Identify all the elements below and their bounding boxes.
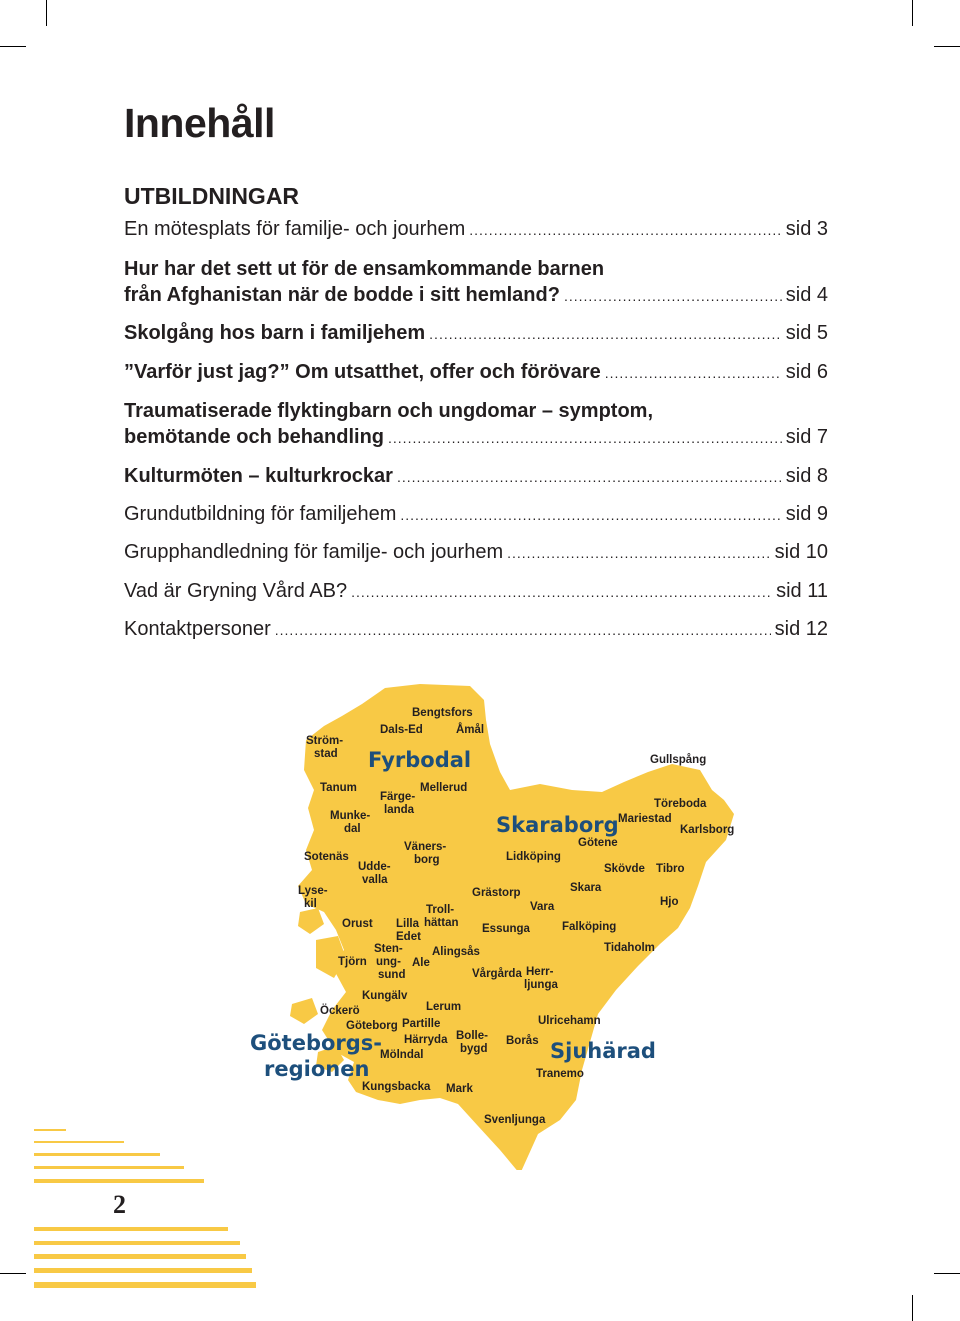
toc-entry-title: bemötande och behandling xyxy=(124,426,385,448)
place-label: Göteborg xyxy=(346,1020,398,1032)
place-label: Sotenäs xyxy=(304,851,349,863)
region-label-goteborgsregionen: Göteborgs- xyxy=(250,1031,383,1055)
toc-entry[interactable] xyxy=(124,322,828,350)
toc-entry-title: från Afghanistan när de bodde i sitt hemland? xyxy=(124,284,560,306)
place-label: kil xyxy=(304,898,317,910)
region-label-skaraborg: Skaraborg xyxy=(496,813,619,837)
place-label: Mariestad xyxy=(618,813,672,825)
toc-entry-page: sid 12 xyxy=(774,618,828,640)
toc-entry[interactable] xyxy=(124,465,828,493)
place-label: Gullspång xyxy=(650,754,707,766)
place-label: Sten- xyxy=(374,943,403,955)
place-label: Tranemo xyxy=(536,1068,584,1080)
place-label: Åmål xyxy=(456,724,485,736)
place-label: dal xyxy=(344,823,361,835)
place-label: sund xyxy=(378,969,406,981)
toc-leader xyxy=(400,507,781,523)
place-label: Essunga xyxy=(482,923,530,935)
place-label: Mellerud xyxy=(420,782,468,794)
crop-mark xyxy=(934,46,960,47)
toc-leader xyxy=(429,326,782,342)
toc-entry-title: Kontaktpersoner xyxy=(124,618,271,640)
place-label: Alingsås xyxy=(432,946,480,958)
place-label: Töreboda xyxy=(654,798,707,810)
place-label: Mark xyxy=(446,1083,473,1095)
place-label: Ale xyxy=(412,957,430,969)
place-label: Götene xyxy=(578,837,618,849)
section-heading: UTBILDNINGAR xyxy=(124,183,300,209)
toc-entry-page: sid 8 xyxy=(785,465,828,487)
place-label: valla xyxy=(362,874,388,886)
decor-stripe xyxy=(34,1268,252,1273)
toc-entry-page: sid 7 xyxy=(785,426,828,448)
decor-stripe xyxy=(34,1254,246,1259)
decor-stripe xyxy=(34,1227,228,1231)
place-label: Orust xyxy=(342,918,373,930)
region-map xyxy=(240,680,740,1170)
place-label: Skövde xyxy=(604,863,645,875)
toc-entry[interactable] xyxy=(124,503,828,531)
place-label: Borås xyxy=(506,1035,539,1047)
place-label: Tibro xyxy=(656,863,685,875)
crop-mark xyxy=(0,1273,26,1274)
toc-leader xyxy=(564,288,782,304)
place-label: Färge- xyxy=(380,791,416,803)
page-number: 2 xyxy=(113,1190,126,1219)
decor-stripe xyxy=(34,1166,184,1169)
toc-entry[interactable] xyxy=(124,580,828,608)
place-label: Tanum xyxy=(320,782,357,794)
place-label: ljunga xyxy=(524,979,558,991)
place-label: ung- xyxy=(376,956,401,968)
place-label: stad xyxy=(314,748,338,760)
place-label: Vårgårda xyxy=(472,968,522,980)
toc-entry-title: Skolgång hos barn i familjehem xyxy=(124,322,426,344)
toc-entry-title: ”Varför just jag?” Om utsatthet, offer och förövare xyxy=(124,361,601,383)
place-label: borg xyxy=(414,854,440,866)
crop-mark xyxy=(934,1273,960,1274)
place-label: Lyse- xyxy=(298,885,328,897)
toc-leader xyxy=(507,545,771,561)
place-label: Tidaholm xyxy=(604,942,655,954)
toc-entry-title: Grupphandledning för familje- och jourhem xyxy=(124,541,504,563)
toc-entry-title: En mötesplats för familje- och jourhem xyxy=(124,218,466,240)
crop-mark xyxy=(912,0,913,26)
toc-entry-title: Grundutbildning för familjehem xyxy=(124,503,397,525)
toc-entry-page: sid 5 xyxy=(785,322,828,344)
toc-entry[interactable] xyxy=(124,541,828,569)
place-label: Karlsborg xyxy=(680,824,735,836)
crop-mark xyxy=(912,1295,913,1321)
toc-entry[interactable] xyxy=(124,618,828,646)
decor-stripe xyxy=(34,1179,204,1183)
place-label: Dals-Ed xyxy=(380,724,423,736)
region-label-goteborgsregionen: regionen xyxy=(264,1057,370,1081)
place-label: Udde- xyxy=(358,861,391,873)
region-label-sjuharad: Sjuhärad xyxy=(550,1039,656,1063)
decor-stripe xyxy=(34,1241,240,1245)
toc-leader xyxy=(388,430,782,446)
place-label: Partille xyxy=(402,1018,441,1030)
region-label-fyrbodal: Fyrbodal xyxy=(368,748,472,772)
toc-entry-title: Kulturmöten – kulturkrockar xyxy=(124,465,393,487)
page-title: Innehåll xyxy=(124,100,275,146)
place-label: Falköping xyxy=(562,921,617,933)
toc-entry-page: sid 3 xyxy=(785,218,828,240)
toc-entry-page: sid 11 xyxy=(776,580,828,602)
place-label: Bolle- xyxy=(456,1030,488,1042)
place-label: Kungälv xyxy=(362,990,408,1002)
toc-leader xyxy=(397,469,782,485)
toc-leader xyxy=(605,365,782,381)
decor-stripe xyxy=(34,1129,66,1131)
place-label: bygd xyxy=(460,1043,488,1055)
place-label: Lilla xyxy=(396,918,420,930)
place-label: Öckerö xyxy=(320,1005,360,1017)
toc-entry-title-line1: Traumatiserade flyktingbarn och ungdomar – symptom, xyxy=(124,400,654,422)
place-label: Mölndal xyxy=(380,1049,424,1061)
place-label: Lerum xyxy=(426,1001,462,1013)
place-label: Troll- xyxy=(426,904,455,916)
place-label: Herr- xyxy=(526,966,554,978)
place-label: Lidköping xyxy=(506,851,561,863)
toc-leader xyxy=(351,584,772,600)
place-label: Kungsbacka xyxy=(362,1081,431,1093)
decor-stripe xyxy=(34,1153,160,1156)
toc-leader xyxy=(469,222,782,238)
toc-entry-title: Vad är Gryning Vård AB? xyxy=(124,580,348,602)
toc-entry[interactable] xyxy=(124,361,828,389)
place-label: hättan xyxy=(424,917,459,929)
place-label: Ulricehamn xyxy=(538,1015,601,1027)
toc-entry-page: sid 6 xyxy=(785,361,828,383)
place-label: Grästorp xyxy=(472,887,521,899)
place-label: Ström- xyxy=(306,735,344,747)
toc-entry-page: sid 4 xyxy=(785,284,828,306)
place-label: Tjörn xyxy=(338,956,367,968)
place-label: Bengtsfors xyxy=(412,707,473,719)
toc-entry-page: sid 10 xyxy=(774,541,828,563)
toc-entry[interactable] xyxy=(124,284,828,312)
place-label: landa xyxy=(384,804,415,816)
place-label: Edet xyxy=(396,931,421,943)
place-label: Munke- xyxy=(330,810,371,822)
decor-stripe xyxy=(34,1141,124,1143)
place-label: Härryda xyxy=(404,1034,448,1046)
place-label: Väners- xyxy=(404,841,447,853)
place-label: Hjo xyxy=(660,896,679,908)
place-label: Skara xyxy=(570,882,602,894)
decor-stripe xyxy=(34,1282,256,1288)
crop-mark xyxy=(46,0,47,26)
crop-mark xyxy=(0,46,26,47)
place-label: Vara xyxy=(530,901,555,913)
toc-leader xyxy=(275,622,771,638)
toc-entry[interactable] xyxy=(124,426,828,454)
toc-entry[interactable] xyxy=(124,218,828,246)
place-label: Svenljunga xyxy=(484,1114,546,1126)
toc-entry-title-line1: Hur har det sett ut för de ensamkommande barnen xyxy=(124,258,605,280)
toc-entry-page: sid 9 xyxy=(785,503,828,525)
